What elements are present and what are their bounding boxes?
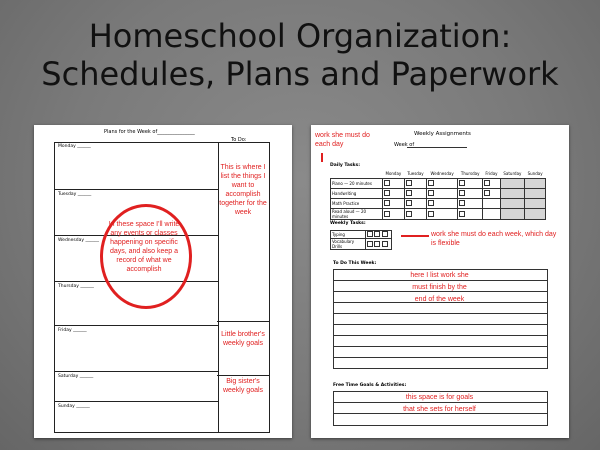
checkbox-icon[interactable] xyxy=(382,231,388,237)
page-title-line-2: Schedules, Plans and Paperwork xyxy=(41,55,559,93)
checkbox-icon[interactable] xyxy=(459,190,465,196)
weekly-note: work she must do each week, which day is flexible xyxy=(431,231,557,247)
checkbox-icon[interactable] xyxy=(428,211,434,217)
table-row xyxy=(331,239,392,250)
checkbox-icon[interactable] xyxy=(367,241,373,247)
day-header-row xyxy=(331,169,546,179)
day-row-wednesday: Wednesday ______ xyxy=(55,235,218,281)
table-row xyxy=(331,179,546,189)
todo-note-line-2: must finish by the xyxy=(412,284,467,291)
task-name: Read aloud — 20 minutes xyxy=(331,209,383,220)
side-divider xyxy=(217,375,269,376)
task-name: Math Practice xyxy=(331,199,383,209)
checkbox-icon[interactable] xyxy=(406,200,412,206)
weekly-arrow-icon xyxy=(401,235,429,237)
week-of-line xyxy=(407,147,467,148)
day-header: Thursday xyxy=(460,171,480,176)
checkbox-icon[interactable] xyxy=(406,190,412,196)
day-row-monday: Monday ______ xyxy=(58,144,91,149)
weekly-plan-sheet xyxy=(34,125,292,438)
task-name: Handwriting xyxy=(331,189,383,199)
checkbox-icon[interactable] xyxy=(428,180,434,186)
task-name: Typing xyxy=(331,231,366,239)
page-title-line-1: Homeschool Organization: xyxy=(88,17,512,55)
checkbox-icon[interactable] xyxy=(406,211,412,217)
day-row-friday: Friday ______ xyxy=(55,325,218,371)
checkbox-icon[interactable] xyxy=(459,200,465,206)
todo-week-label: To Do This Week: xyxy=(333,261,377,266)
todo-note-line-1: here I list work she xyxy=(410,272,469,279)
weekly-tasks-table xyxy=(330,230,392,250)
checkbox-icon[interactable] xyxy=(484,190,490,196)
assignments-title: Weekly Assignments xyxy=(414,131,471,137)
checkbox-icon[interactable] xyxy=(459,211,465,217)
events-note: In these space I'll write any events or classes happening on specific days, and also keep a record of what we accomplish xyxy=(108,221,180,273)
day-header: Tuesday xyxy=(407,171,424,176)
task-name: Vocabulary Drills xyxy=(331,239,366,250)
daily-tasks-table xyxy=(330,169,546,220)
checkbox-icon[interactable] xyxy=(428,200,434,206)
checkbox-icon[interactable] xyxy=(382,241,388,247)
table-row xyxy=(331,199,546,209)
todo-label: To Do: xyxy=(231,137,247,143)
todo-note-line-3: end of the week xyxy=(414,296,465,303)
day-header: Saturday xyxy=(503,171,522,176)
day-header: Wednesday xyxy=(430,171,454,176)
table-row xyxy=(331,209,546,220)
checkbox-icon[interactable] xyxy=(384,180,390,186)
brother-goals-note: Little brother's weekly goals xyxy=(221,331,265,347)
sister-goals-note: Big sister's weekly goals xyxy=(222,378,264,394)
side-divider xyxy=(217,321,269,322)
checkbox-icon[interactable] xyxy=(374,231,380,237)
day-header: Friday xyxy=(485,171,498,176)
weekly-assignments-sheet xyxy=(311,125,569,438)
checkbox-icon[interactable] xyxy=(374,241,380,247)
free-note-line-1: this space is for goals xyxy=(405,394,474,401)
day-row-tuesday: Tuesday ______ xyxy=(55,189,218,235)
day-header: Monday xyxy=(385,171,402,176)
day-row-thursday: Thursday ______ xyxy=(55,281,218,325)
task-name: Piano — 20 minutes xyxy=(331,179,383,189)
plan-sheet-header: Plans for the Week of_______________ xyxy=(104,129,195,135)
free-time-label: Free Time Goals & Activities: xyxy=(333,383,407,388)
daily-note: work she must do each day xyxy=(315,132,370,148)
daily-arrow-icon xyxy=(321,153,323,162)
checkbox-icon[interactable] xyxy=(459,180,465,186)
day-row-sunday: Sunday ______ xyxy=(55,401,218,431)
checkbox-icon[interactable] xyxy=(406,180,412,186)
weekly-tasks-label: Weekly Tasks: xyxy=(330,221,366,226)
checkbox-icon[interactable] xyxy=(484,180,490,186)
checkbox-icon[interactable] xyxy=(384,200,390,206)
daily-tasks-label: Daily Tasks: xyxy=(330,163,361,168)
checkbox-icon[interactable] xyxy=(367,231,373,237)
checkbox-icon[interactable] xyxy=(428,190,434,196)
todo-note: This is where I list the things I want to accomplish together for the week xyxy=(219,164,267,216)
week-of-label: Week of xyxy=(394,142,415,148)
day-header: Sunday xyxy=(527,171,543,176)
free-note-line-2: that she sets for herself xyxy=(403,406,476,413)
day-row-saturday: Saturday ______ xyxy=(55,371,218,401)
table-row xyxy=(331,189,546,199)
checkbox-icon[interactable] xyxy=(384,190,390,196)
table-row xyxy=(331,231,392,239)
checkbox-icon[interactable] xyxy=(384,211,390,217)
